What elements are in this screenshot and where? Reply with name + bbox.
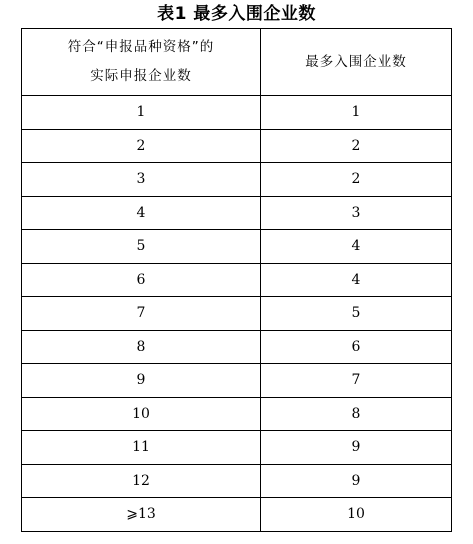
- table-header-row: [22, 29, 452, 96]
- table-row: [22, 464, 452, 498]
- cell-applicants: ⩾13: [22, 498, 261, 532]
- cell-applicants: 11: [22, 431, 261, 465]
- table-row: [22, 196, 452, 230]
- cell-applicants: 1: [22, 96, 261, 130]
- cell-applicants: 3: [22, 163, 261, 197]
- header-max-selected: 最多入围企业数: [261, 29, 452, 96]
- cell-applicants: 12: [22, 464, 261, 498]
- header-applicants-line2: 实际申报企业数: [90, 68, 192, 84]
- cell-max-selected: 9: [261, 431, 452, 465]
- cell-max-selected: 2: [261, 163, 452, 197]
- cell-max-selected: 7: [261, 364, 452, 398]
- cell-max-selected: 5: [261, 297, 452, 331]
- cell-applicants: 10: [22, 397, 261, 431]
- cell-max-selected: 10: [261, 498, 452, 532]
- table-row: [22, 397, 452, 431]
- table-row: [22, 163, 452, 197]
- table-row: [22, 498, 452, 532]
- cell-max-selected: 6: [261, 330, 452, 364]
- cell-applicants: 9: [22, 364, 261, 398]
- table-row: [22, 96, 452, 130]
- header-applicants: [22, 29, 261, 96]
- cell-max-selected: 3: [261, 196, 452, 230]
- table-row: [22, 230, 452, 264]
- cell-applicants: 2: [22, 129, 261, 163]
- table-row: [22, 263, 452, 297]
- cell-max-selected: 8: [261, 397, 452, 431]
- table-row: [22, 364, 452, 398]
- header-applicants-line1: 符合“申报品种资格”的: [67, 39, 215, 55]
- cell-max-selected: 9: [261, 464, 452, 498]
- table-row: [22, 297, 452, 331]
- table-row: [22, 431, 452, 465]
- data-table: [21, 28, 452, 532]
- cell-applicants: 5: [22, 230, 261, 264]
- cell-applicants: 8: [22, 330, 261, 364]
- cell-max-selected: 4: [261, 263, 452, 297]
- table-row: [22, 330, 452, 364]
- table-row: [22, 129, 452, 163]
- cell-max-selected: 2: [261, 129, 452, 163]
- table-caption: 表1 最多入围企业数: [157, 4, 316, 24]
- cell-max-selected: 1: [261, 96, 452, 130]
- cell-max-selected: 4: [261, 230, 452, 264]
- cell-applicants: 4: [22, 196, 261, 230]
- cell-applicants: 6: [22, 263, 261, 297]
- cell-applicants: 7: [22, 297, 261, 331]
